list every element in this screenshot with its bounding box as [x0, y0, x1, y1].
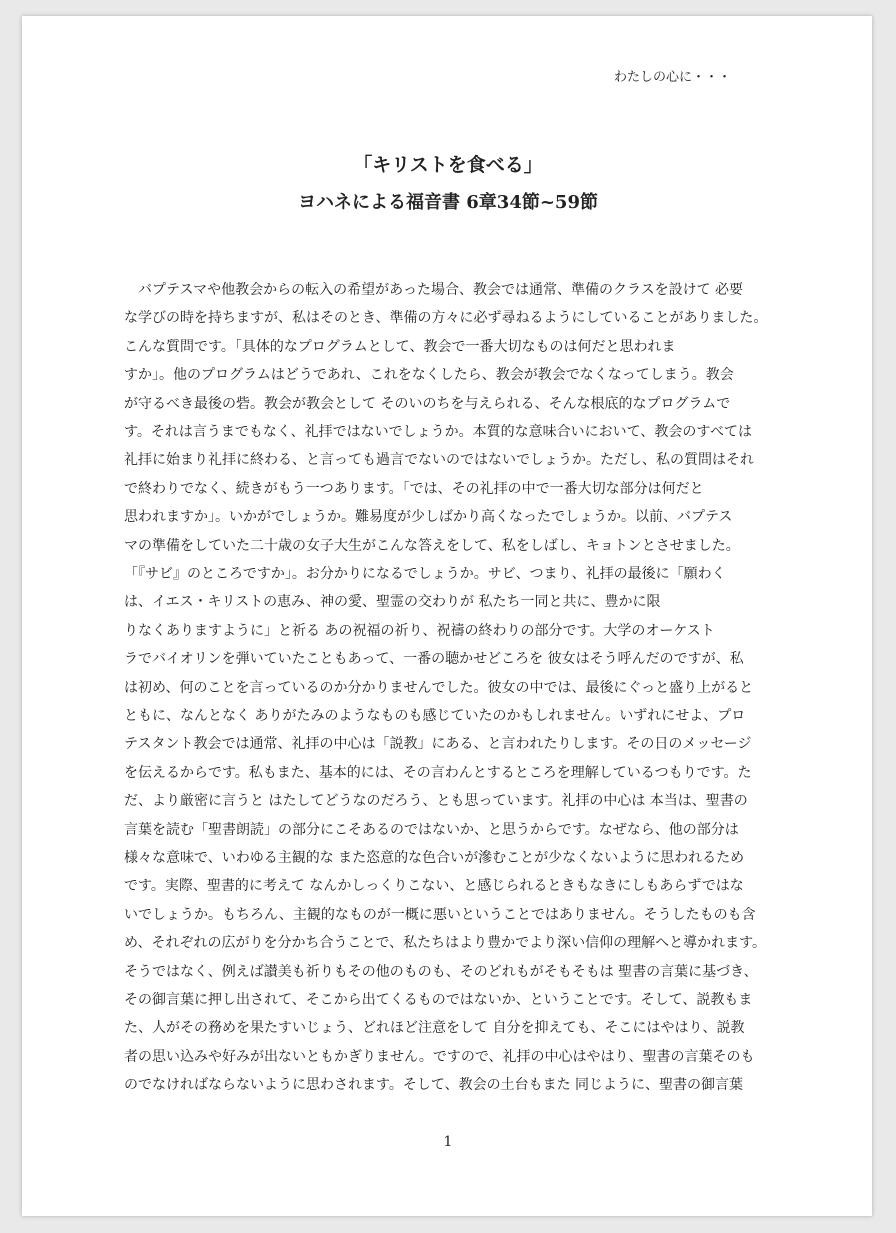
- body-line: た、人がその務めを果たすいじょう、どれほど注意をして 自分を抑えても、そこにはやはり、説教: [124, 1020, 745, 1037]
- body-line: 言葉を読む「聖書朗読」の部分にこそあるのではないか、と思うからです。なぜなら、他の部分は: [124, 821, 739, 838]
- body-line: バプテスマや他教会からの転入の希望があった場合、教会では通常、準備のクラスを設けて 必要: [138, 282, 744, 298]
- body-line: 「『サビ』のところですか」。お分かりになるでしょうか。サビ、つまり、礼拝の最後に「願わく: [124, 566, 726, 582]
- body-line: テスタント教会では通常、礼拝の中心は「説教」にある、と言われたりします。その日のメッセージ: [124, 736, 752, 753]
- body-line: ラでバイオリンを弾いていたこともあって、一番の聴かせどころを 彼女はそう呼んだのですが、私: [124, 651, 744, 668]
- body-line: す。それは言うまでもなく、礼拝ではないでしょうか。本質的な意味合いにおいて、教会のすべては: [124, 424, 753, 440]
- body-line: が守るべき最後の砦。教会が教会として そのいのちを与えられる、そんな根底的なプログラムで: [124, 395, 731, 412]
- body-line: その御言葉に押し出されて、そこから出てくるものではないか、ということです。そして、説教もま: [124, 992, 753, 1008]
- header-note: わたしの心に・・・: [614, 70, 732, 85]
- body-line: マの準備をしていた二十歳の女子大生がこんな答えをして、私をしばし、キョトンとさせました。: [124, 537, 740, 554]
- body-line: め、それぞれの広がりを分かち合うことで、私たちはより豊かでより深い信仰の理解へと導かれます。: [124, 935, 767, 952]
- body-line: すか」。他のプログラムはどうであれ、これをなくしたら、教会が教会でなくなってしまう。教会: [124, 367, 734, 384]
- body-line: のでなければならないように思わされます。そして、教会の土台もまた 同じように、聖書の御言葉: [124, 1077, 744, 1094]
- body-line: です。実際、聖書的に考えて なんかしっくりこない、と感じられるときもなきにしもあらずではな: [124, 878, 744, 895]
- scripture-reference: ヨハネによる福音書 6章34節~59節: [298, 192, 598, 213]
- body-line: は、イエス・キリストの恵み、神の愛、聖霊の交わりが 私たち一同と共に、豊かに限: [124, 594, 661, 611]
- body-line: 者の思い込みや好みが出ないともかぎりません。ですので、礼拝の中心はやはり、聖書の言葉そのも: [124, 1048, 755, 1065]
- body-line: りなくありますように」と祈る あの祝福の祈り、祝禱の終わりの部分です。大学のオーケスト: [124, 622, 715, 639]
- page-number: 1: [443, 1134, 453, 1150]
- body-line: な学びの時を持ちますが、私はそのとき、準備の方々に必ず尋ねるようにしていることがありました。: [124, 310, 768, 327]
- body-line: を伝えるからです。私もまた、基本的には、その言わんとするところを理解しているつもりです。た: [124, 764, 752, 781]
- body-line: 様々な意味で、いわゆる主観的な また恣意的な色合いが滲むことが少なくないように思われるため: [124, 850, 745, 866]
- body-line: 思われますか」。いかがでしょうか。難易度が少しばかり高くなったでしょうか。以前、バプテス: [124, 509, 733, 526]
- sermon-title: 「キリストを食べる」: [353, 154, 543, 176]
- body-line: ともに、なんとなく ありがたみのようなものも感じていたのかもしれません。いずれにせよ、プロ: [124, 708, 746, 724]
- body-line: で終わりでなく、続きがもう一つあります。「では、その礼拝の中で一番大切な部分は何だと: [124, 480, 704, 497]
- body-line: いでしょうか。もちろん、主観的なものが一概に悪いということではありません。そうしたものも含: [124, 906, 756, 923]
- body-line: は初め、何のことを言っているのか分かりませんでした。彼女の中では、最後にぐっと盛り上がると: [124, 679, 754, 696]
- body-line: 礼拝に始まり礼拝に終わる、と言っても過言でないのではないでしょうか。ただし、私の質問はそれ: [124, 452, 754, 469]
- body-line: だ、より厳密に言うと はたしてどうなのだろう、とも思っています。礼拝の中心は 本当は、聖書の: [124, 793, 748, 810]
- body-line: こんな質問です。「具体的なプログラムとして、教会で一番大切なものは何だと思われま: [124, 338, 676, 355]
- body-line: そうではなく、例えば讃美も祈りもその他のものも、そのどれもがそもそもは 聖書の言葉に基づき、: [124, 963, 758, 980]
